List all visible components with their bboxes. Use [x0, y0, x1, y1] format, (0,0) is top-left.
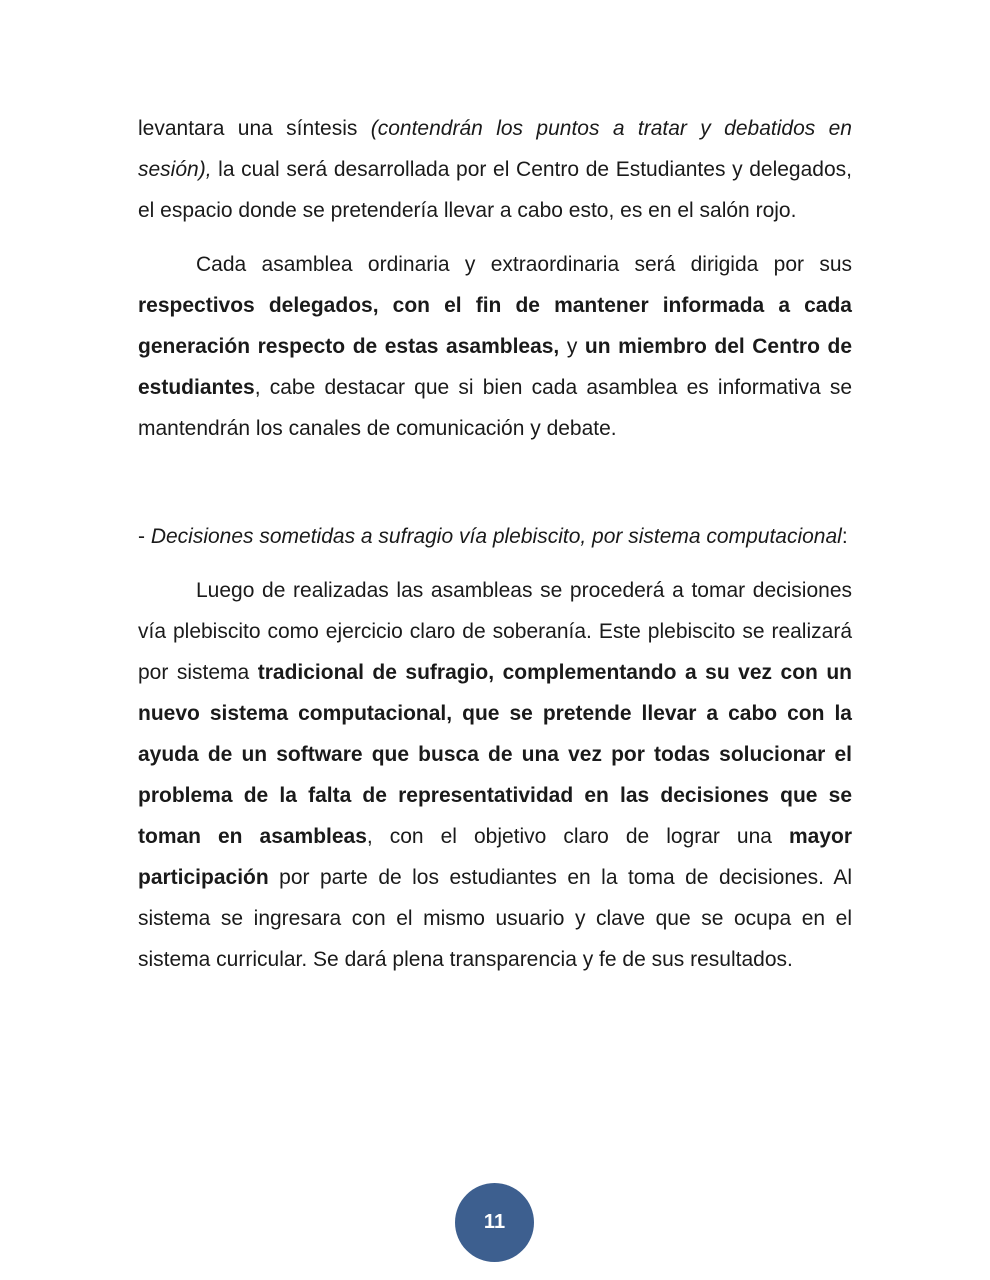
- heading-suffix: :: [841, 525, 848, 548]
- paragraph-text: , con el objetivo claro de lograr una: [366, 825, 789, 848]
- paragraph-text: Luego de realizadas las asambleas se procederá a tomar decisiones vía plebiscito como ejercicio claro de soberanía. Este plebiscito se realizará por sistema: [138, 579, 852, 684]
- heading-italic-text: Decisiones sometidas a sufragio vía plebiscito, por sistema computacional: [150, 525, 842, 548]
- paragraph-text: por parte de los estudiantes en la toma de decisiones. Al sistema se ingresara con el mismo usuario y clave que se ocupa en el sistema curricular. Se dará plena transparencia y fe de sus resultados.: [138, 866, 852, 971]
- document-body: [138, 108, 852, 980]
- paragraph-plebiscite: [138, 570, 852, 980]
- paragraph-text: la cual será desarrollada por el Centro de Estudiantes y delegados, el espacio donde se pretendería llevar a cabo esto, es en el salón rojo.: [138, 158, 852, 222]
- paragraph-italic-text: (contendrán los puntos a tratar y debatidos en sesión),: [138, 117, 852, 181]
- paragraph-text: levantara una síntesis: [138, 117, 371, 140]
- paragraph-assemblies: [138, 244, 852, 449]
- paragraph-bold-text: un miembro del Centro de estudiantes: [138, 335, 852, 399]
- section-heading: [138, 516, 852, 557]
- page-number-badge: [455, 1183, 534, 1262]
- paragraph-bold-text: respectivos delegados, con el fin de mantener informada a cada generación respecto de estas asambleas,: [138, 294, 852, 358]
- page-number: 11: [483, 1211, 506, 1233]
- paragraph-synthesis: [138, 108, 852, 231]
- paragraph-text: y: [559, 335, 585, 358]
- paragraph-text: Cada asamblea ordinaria y extraordinaria será dirigida por sus: [196, 253, 852, 276]
- paragraph-bold-text: tradicional de sufragio, complementando a su vez con un nuevo sistema computacional, que se pretende llevar a cabo con la ayuda de un software que busca de una vez por todas solucionar el problema de la falta de representatividad en las decisiones que se toman en asambleas: [138, 661, 853, 848]
- heading-prefix: -: [138, 525, 151, 548]
- paragraph-bold-text: mayor participación: [138, 825, 852, 889]
- paragraph-text: , cabe destacar que si bien cada asamblea es informativa se mantendrán los canales de comunicación y debate.: [138, 376, 852, 440]
